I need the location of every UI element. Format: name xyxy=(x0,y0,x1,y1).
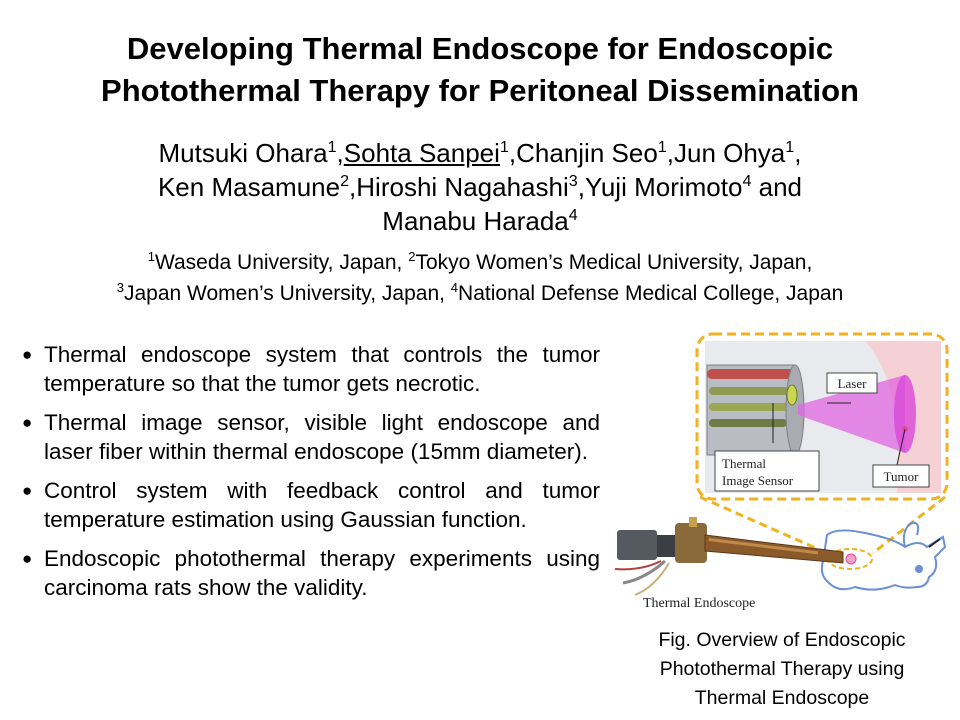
author: Mutsuki Ohara$^1$, xyxy=(158,138,344,168)
thermal-endoscope-device xyxy=(615,517,843,595)
bullet-list xyxy=(22,340,600,612)
title-line-2: Photothermal Therapy for Peritoneal Dissemination xyxy=(101,73,859,108)
caption-line-3: Thermal Endoscope xyxy=(694,687,870,709)
tumor-label: Tumor xyxy=(883,469,919,484)
affiliation: $^3$Japan Women’s University, Japan, xyxy=(116,279,451,305)
affiliation: $^4$National Defense Medical College, Japan xyxy=(450,279,844,305)
figure-caption xyxy=(614,626,950,713)
title-line-1: Developing Thermal Endoscope for Endoscopic xyxy=(126,31,834,66)
caption-line-1: Fig. Overview of Endoscopic xyxy=(658,629,906,651)
bullet-dot-icon: ● xyxy=(22,413,33,432)
author: Chanjin Seo$^1$, xyxy=(516,138,674,168)
author: Manabu Harada$^4$ xyxy=(382,206,578,236)
bullet-item: ● Endoscopic photothermal therapy experiments using carcinoma rats show the validity. xyxy=(22,546,600,600)
bullet-item: ● Thermal endoscope system that controls the tumor temperature so that the tumor gets necrotic. xyxy=(22,342,600,396)
endoscope-figure xyxy=(605,325,950,625)
bullet-dot-icon: ● xyxy=(22,345,33,364)
bullet-item: ● Thermal image sensor, visible light endoscope and laser fiber within thermal endoscope (15mm diameter). xyxy=(22,410,600,464)
author-sup: 1 xyxy=(499,138,509,157)
endoscope-label: Thermal Endoscope xyxy=(643,596,756,611)
bullet-dot-icon: ● xyxy=(22,549,33,568)
author: Hiroshi Nagahashi$^3$, xyxy=(356,172,585,202)
author-list: Mutsuki Ohara$^1$,Sohta Sanpei$^1$,Chanjin Seo$^1$,Jun Ohya$^1$, Ken Masamune$^2$,Hiroshi Nagahashi$^3$,Yuji Morimoto$^4$ and Manabu Harada$^4$ xyxy=(157,138,803,236)
zoomed-endoscope-view xyxy=(705,341,941,493)
sensor-label-line-2: Image Sensor xyxy=(722,473,794,488)
sensor-label-line-1: Thermal xyxy=(722,456,767,471)
author: Ken Masamune$^2$, xyxy=(157,172,357,202)
affiliation: $^2$Tokyo Women’s Medical University, Japan, xyxy=(408,248,813,274)
caption-line-2: Photothermal Therapy using xyxy=(659,658,905,680)
slide-title xyxy=(0,28,960,112)
author-underlined: Sohta Sanpei xyxy=(343,138,500,168)
affiliations xyxy=(0,247,960,309)
bullet-item: ● Control system with feedback control and tumor temperature estimation using Gaussian function. xyxy=(22,478,600,532)
bullet-dot-icon: ● xyxy=(22,481,33,500)
affiliation: $^1$Waseda University, Japan, xyxy=(147,248,409,274)
laser-label: Laser xyxy=(837,376,867,391)
author: Jun Ohya$^1$, xyxy=(673,138,802,168)
tumor-site xyxy=(846,554,856,564)
author: Yuji Morimoto$^4$ and xyxy=(584,172,803,202)
